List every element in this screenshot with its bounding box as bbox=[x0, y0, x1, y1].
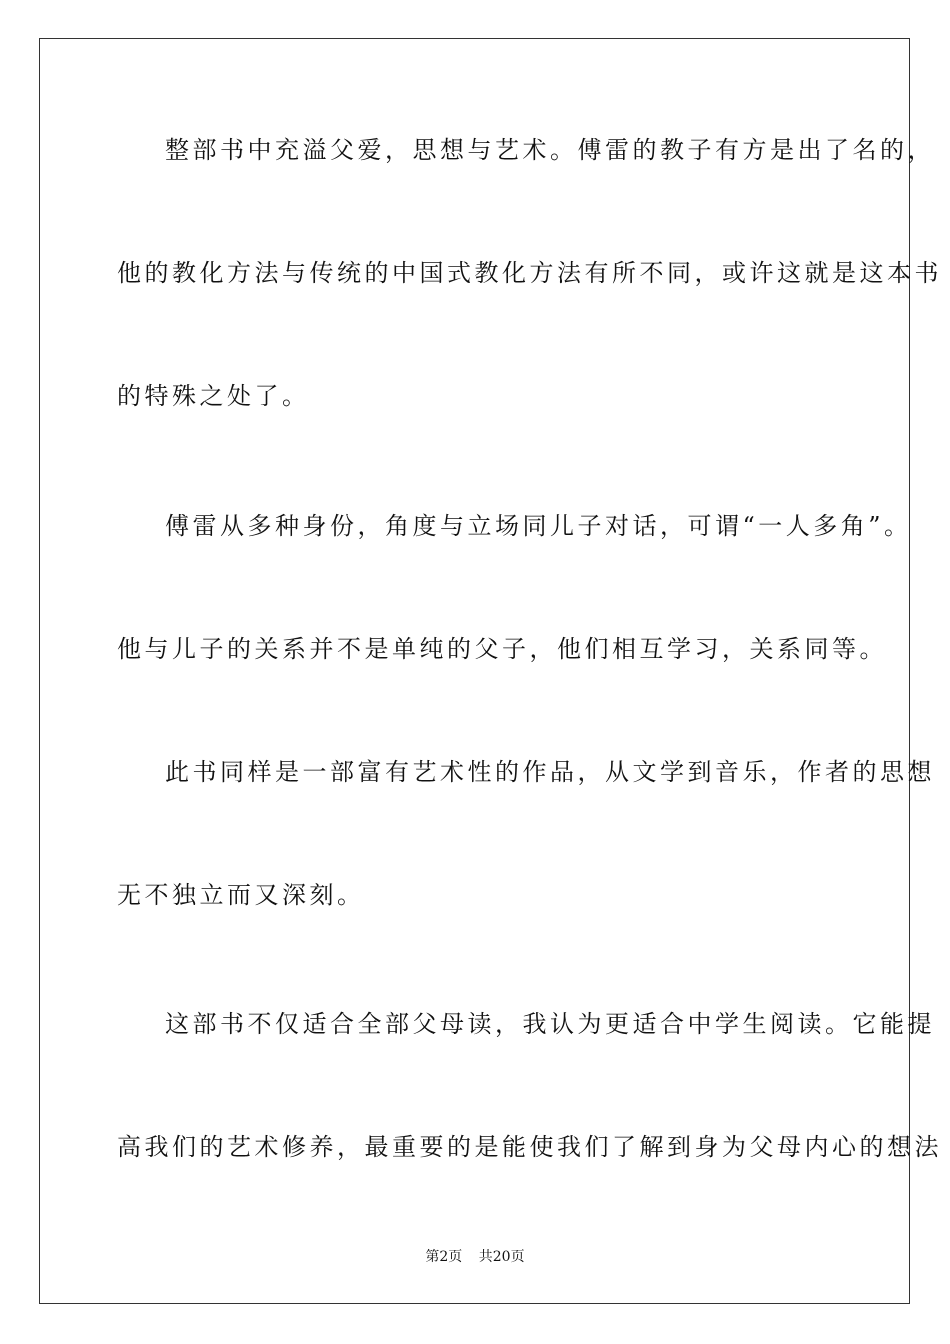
paragraph-1-line-2: 他的教化方法与传统的中国式教化方法有所不同，或许这就是这本书 bbox=[117, 259, 942, 287]
page-total: 共20页 bbox=[478, 1249, 525, 1265]
paragraph-3-line-1: 此书同样是一部富有艺术性的作品，从文学到音乐，作者的思想 bbox=[165, 758, 935, 786]
paragraph-2-line-1: 傅雷从多种身份，角度与立场同儿子对话，可谓“一人多角”。 bbox=[165, 512, 912, 540]
paragraph-2-line-2: 他与儿子的关系并不是单纯的父子，他们相互学习，关系同等。 bbox=[117, 635, 887, 663]
paragraph-1-line-1: 整部书中充溢父爱，思想与艺术。傅雷的教子有方是出了名的， bbox=[165, 136, 935, 164]
paragraph-3-line-2: 无不独立而又深刻。 bbox=[117, 881, 365, 909]
page-footer bbox=[0, 1248, 950, 1266]
paragraph-4-line-2: 高我们的艺术修养，最重要的是能使我们了解到身为父母内心的想法 bbox=[117, 1133, 942, 1161]
paragraph-1-line-3: 的特殊之处了。 bbox=[117, 382, 310, 410]
paragraph-4-line-1: 这部书不仅适合全部父母读，我认为更适合中学生阅读。它能提 bbox=[165, 1010, 935, 1038]
page-frame bbox=[39, 38, 942, 1304]
page-number: 第2页 bbox=[425, 1249, 463, 1265]
